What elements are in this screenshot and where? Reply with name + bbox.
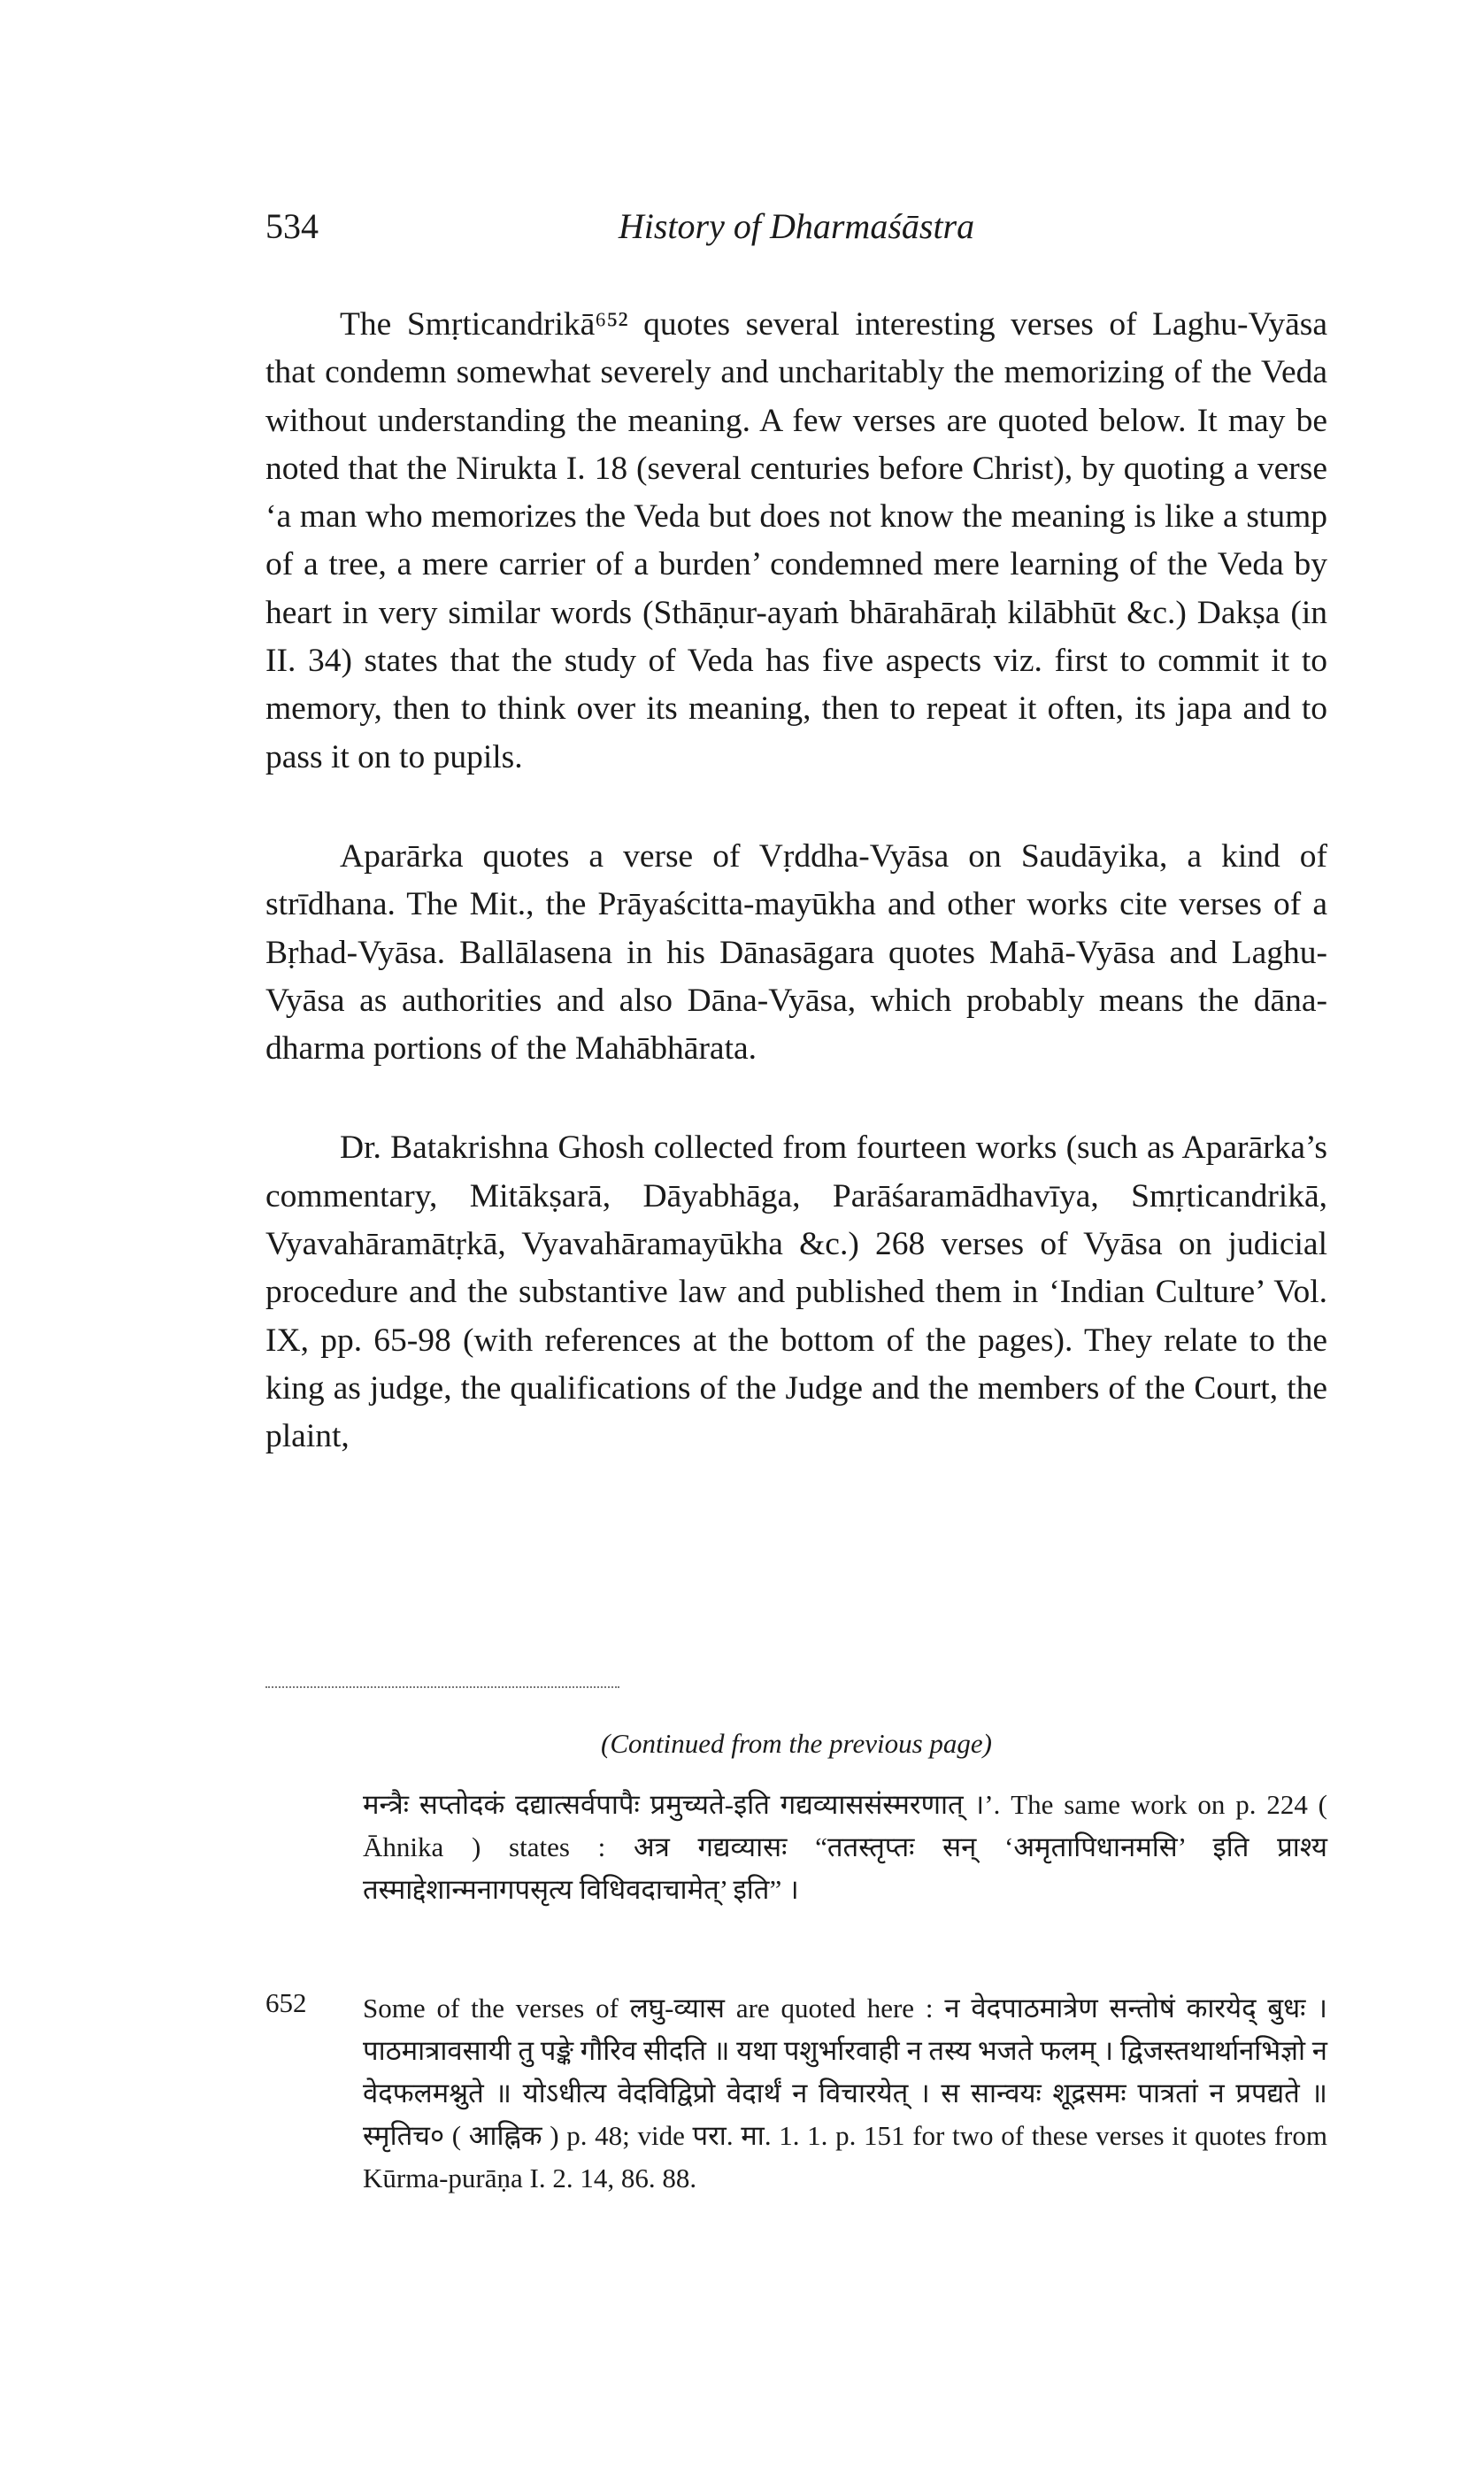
running-title: History of Dharmaśāstra: [618, 206, 975, 246]
footnote-text: Some of the verses of लघु-व्यास are quoted here : न वेदपाठमात्रेण सन्तोषं कारयेद् बुधः । पाठमात्रावसायी तु पङ्के गौरिव सीदति ॥ यथा पशुर्भारवाही न तस्य भजते फलम् । द्विजस्तथार्थानभिज्ञो न वेदफलमश्नुते ॥ योऽधीत्य वेदविद्विप्रो वेदार्थं न विचारयेत् । स सान्वयः शूद्रसमः पात्रतां न प्रपद्यते ॥ स्मृतिच० ( आह्निक ) p. 48; vide परा. मा. 1. 1. p. 151 for two of these verses it quotes from Kūrma-purāṇa I. 2. 14, 86. 88.: [363, 1993, 1327, 2193]
paragraph-ghosh: Dr. Batakrishna Ghosh collected from fourteen works (such as Aparārka’s commentary, Mitākṣarā, Dāyabhāga, Parāśaramādhavīya, Smṛticandrikā, Vyavahāramātṛkā, Vyavahāramayūkha &c.) 268 verses of Vyāsa on judicial procedure and the substantive law and published them in ‘Indian Culture’ Vol. IX, pp. 65-98 (with references at the bottom of the pages). They relate to the king as judge, the qualifications of the Judge and the members of the Court, the plaint,: [265, 1129, 1327, 1455]
paragraph-smrticandrika: The Smṛticandrikā⁶⁵² quotes several interesting verses of Laghu-Vyāsa that condemn somewhat severely and uncharitably the memorizing of the Veda without understanding the meaning. A few verses are quoted below. It may be noted that the Nirukta I. 18 (several centuries before Christ), by quoting a verse ‘a man who memorizes the Veda but does not know the meaning is like a stump of a tree, a mere carrier of a burden’ condemned mere learning of the Veda by heart in very similar words (Sthāṇur-ayaṁ bhārahāraḥ kilābhūt &c.) Dakṣa (in II. 34) states that the study of Veda has five aspects viz. first to commit it to memory, then to think over its meaning, then to repeat it often, its japa and to pass it on to pupils.: [265, 306, 1327, 775]
footnote-continued-label: (Continued from the previous page): [601, 1728, 992, 1759]
page-number: 534: [265, 206, 319, 246]
footnote-number: 652: [265, 1987, 307, 2018]
page-header: [265, 205, 1327, 258]
body-text: [265, 301, 1327, 1513]
footnote-divider: [265, 1686, 619, 1688]
paragraph-apararka: Aparārka quotes a verse of Vṛddha-Vyāsa on Saudāyika, a kind of strīdhana. The Mit., the Prāyaścitta-mayūkha and other works cite verses of a Bṛhad-Vyāsa. Ballālasena in his Dānasāgara quotes Mahā-Vyāsa and Laghu-Vyāsa as authorities and also Dāna-Vyāsa, which probably means the dāna-dharma portions of the Mahābhārata.: [265, 837, 1327, 1068]
footnote-continued-text: मन्त्रैः सप्तोदकं दद्यात्सर्वपापैः प्रमुच्यते-इति गद्यव्याससंस्मरणात् ।’. The same work on p. 224 ( Āhnika ) states : अत्र गद्यव्यासः “ततस्तृप्तः सन् ‘अमृतापिधानमसि’ इति प्राश्य तस्माद्देशान्मनागपसृत्य विधिवदाचामेत्’ इति” ।: [363, 1789, 1327, 1905]
